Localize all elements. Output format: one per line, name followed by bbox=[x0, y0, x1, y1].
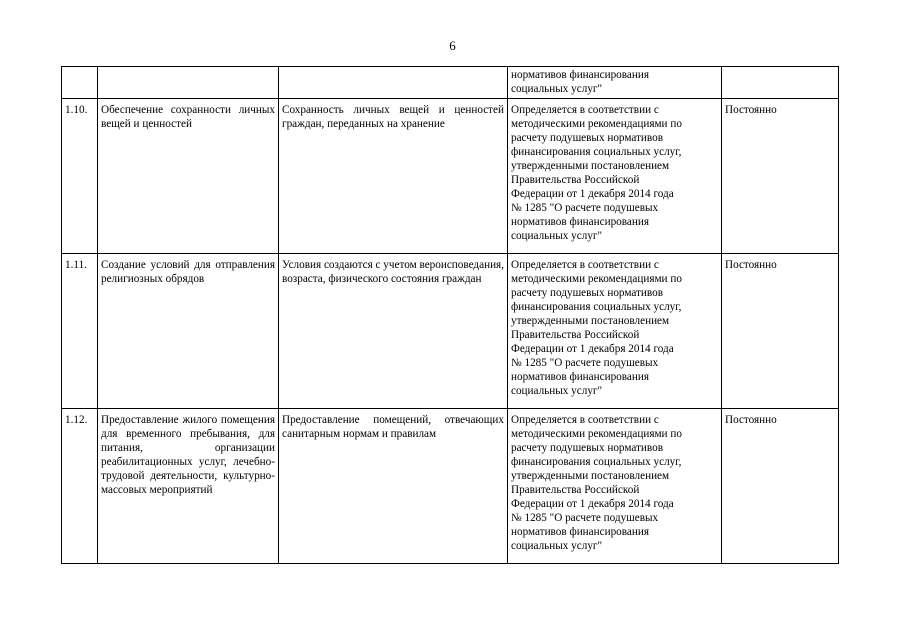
cell-service: Создание условий для отправления религиозных обрядов bbox=[98, 254, 279, 409]
cell-description: Сохранность личных вещей и ценностей граждан, переданных на хранение bbox=[279, 99, 508, 254]
services-table bbox=[61, 66, 839, 564]
cell-number: 1.10. bbox=[62, 99, 98, 254]
cell-basis: нормативов финансирования социальных услуг" bbox=[508, 67, 722, 99]
cell-number: 1.12. bbox=[62, 409, 98, 564]
cell-period: Постоянно bbox=[722, 99, 839, 254]
cell-service: Предоставление жилого помещения для временного пребывания, для питания, организации реабилитационных услуг, лечебно-трудовой деятельности, культурно-массовых мероприятий bbox=[98, 409, 279, 564]
table-row-continuation bbox=[62, 67, 839, 99]
cell-period: Постоянно bbox=[722, 409, 839, 564]
cell-period bbox=[722, 67, 839, 99]
table-row bbox=[62, 409, 839, 564]
cell-number: 1.11. bbox=[62, 254, 98, 409]
cell-basis: Определяется в соответствии с методическими рекомендациями по расчету подушевых нормативов финансирования социальных услуг, утвержденными постановлением Правительства Российской Федерации от 1 декабря 2014 года № 1285 "О расчете подушевых нормативов финансирования социальных услуг" bbox=[508, 99, 722, 254]
cell-service bbox=[98, 67, 279, 99]
cell-description: Условия создаются с учетом вероисповедания, возраста, физического состояния граждан bbox=[279, 254, 508, 409]
table-row bbox=[62, 254, 839, 409]
cell-description: Предоставление помещений, отвечающих санитарным нормам и правилам bbox=[279, 409, 508, 564]
cell-basis: Определяется в соответствии с методическими рекомендациями по расчету подушевых нормативов финансирования социальных услуг, утвержденными постановлением Правительства Российской Федерации от 1 декабря 2014 года № 1285 "О расчете подушевых нормативов финансирования социальных услуг" bbox=[508, 409, 722, 564]
page-number: 6 bbox=[449, 38, 456, 53]
cell-description bbox=[279, 67, 508, 99]
cell-service: Обеспечение сохранности личных вещей и ценностей bbox=[98, 99, 279, 254]
cell-period: Постоянно bbox=[722, 254, 839, 409]
cell-basis: Определяется в соответствии с методическими рекомендациями по расчету подушевых нормативов финансирования социальных услуг, утвержденными постановлением Правительства Российской Федерации от 1 декабря 2014 года № 1285 "О расчете подушевых нормативов финансирования социальных услуг" bbox=[508, 254, 722, 409]
table-row bbox=[62, 99, 839, 254]
cell-number bbox=[62, 67, 98, 99]
